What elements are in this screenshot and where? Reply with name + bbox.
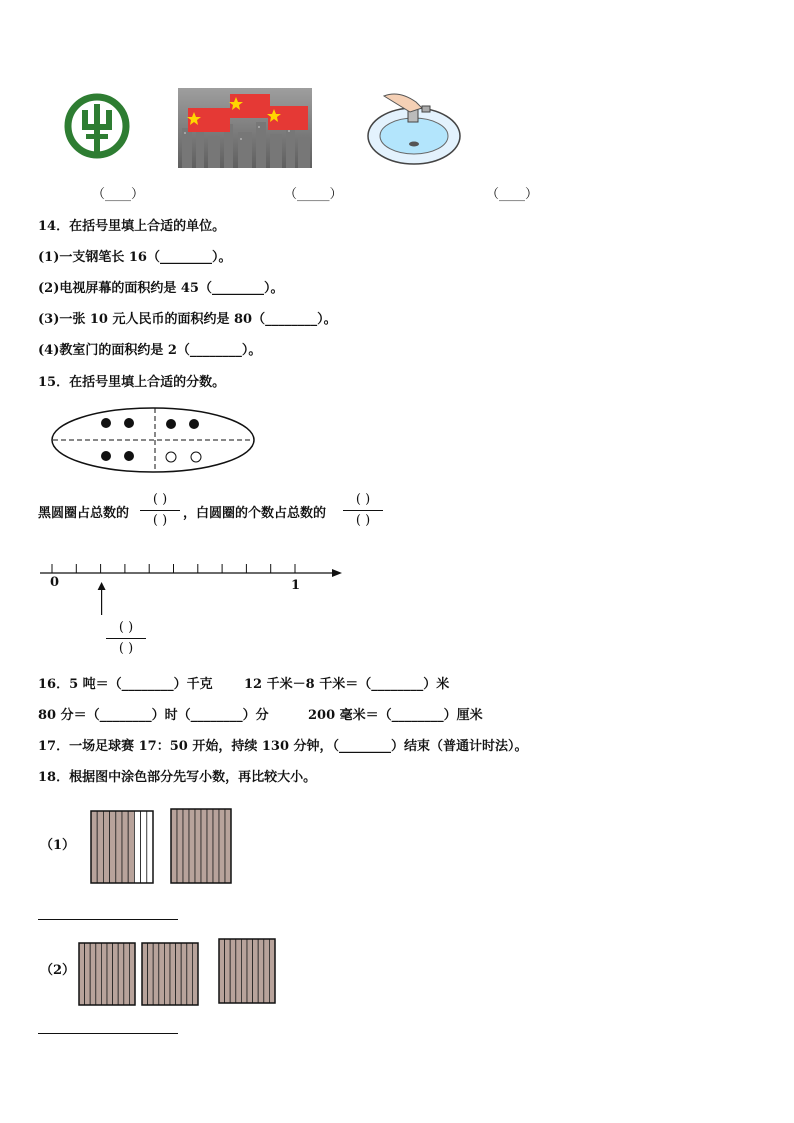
shaded-column bbox=[213, 809, 219, 883]
q14-item-1[interactable]: (1)一支钢笔长 16（________）。 bbox=[38, 250, 232, 265]
shaded-column bbox=[148, 943, 154, 1005]
q14-item-3[interactable]: (3)一张 10 元人民币的面积约是 80（________）。 bbox=[38, 312, 337, 327]
shaded-column bbox=[171, 809, 177, 883]
q16-line2-b[interactable]: 200 毫米＝（________）厘米 bbox=[308, 708, 483, 723]
white-dot bbox=[166, 452, 176, 462]
image2-answer-blank[interactable]: （_____） bbox=[284, 187, 343, 202]
q16-line1-b[interactable]: 12 千米－8 千米＝（________）米 bbox=[244, 677, 450, 692]
q16-line2-a[interactable]: 80 分＝（________）时（________）分 bbox=[38, 708, 269, 723]
shaded-column bbox=[219, 939, 225, 1003]
shaded-column bbox=[219, 809, 225, 883]
shaded-column bbox=[97, 811, 103, 883]
q15-sentence-part1: 黑圆圈占总数的 bbox=[38, 506, 130, 521]
shaded-column bbox=[189, 809, 195, 883]
shaded-column bbox=[79, 943, 85, 1005]
shaded-column bbox=[207, 809, 213, 883]
fraction-blank-black[interactable] bbox=[138, 492, 182, 529]
shaded-column bbox=[96, 943, 102, 1005]
shaded-column bbox=[118, 943, 124, 1005]
q18-title: 18．根据图中涂色部分先写小数，再比较大小。 bbox=[38, 770, 317, 785]
shaded-column bbox=[241, 939, 247, 1003]
shaded-column bbox=[107, 943, 113, 1005]
shaded-column bbox=[170, 943, 176, 1005]
fraction-denominator[interactable]: ( ) bbox=[355, 513, 371, 528]
fraction-bar bbox=[106, 638, 146, 639]
dot-oval-figure bbox=[50, 405, 260, 475]
shaded-column bbox=[225, 939, 231, 1003]
shaded-column bbox=[187, 943, 193, 1005]
fraction-bar bbox=[343, 510, 383, 511]
shaded-column bbox=[153, 943, 159, 1005]
decimal-grid bbox=[141, 942, 199, 1006]
shaded-column bbox=[142, 943, 148, 1005]
fraction-numerator[interactable]: ( ) bbox=[118, 620, 134, 635]
shaded-column bbox=[116, 811, 122, 883]
decimal-grid bbox=[170, 808, 232, 884]
q14-item-4[interactable]: (4)教室门的面积约是 2（________）。 bbox=[38, 343, 262, 358]
shaded-column bbox=[113, 943, 119, 1005]
shaded-column bbox=[122, 811, 128, 883]
unshaded-column bbox=[141, 811, 147, 883]
shaded-column bbox=[177, 809, 183, 883]
black-dot bbox=[124, 451, 134, 461]
black-dot bbox=[101, 451, 111, 461]
shaded-column bbox=[124, 943, 130, 1005]
black-dot bbox=[166, 419, 176, 429]
shaded-column bbox=[183, 809, 189, 883]
shaded-column bbox=[164, 943, 170, 1005]
image1-answer-blank[interactable]: （____） bbox=[92, 187, 145, 202]
black-dot bbox=[124, 418, 134, 428]
agricultural-bank-logo bbox=[64, 88, 130, 160]
city-flags-image bbox=[178, 88, 312, 168]
shaded-column bbox=[253, 939, 259, 1003]
shaded-column bbox=[85, 943, 91, 1005]
fraction-denominator[interactable]: ( ) bbox=[152, 513, 168, 528]
decimal-grid bbox=[78, 942, 136, 1006]
pointer-arrow-head bbox=[98, 582, 106, 590]
q15-title: 15．在括号里填上合适的分数。 bbox=[38, 375, 226, 390]
shaded-column bbox=[264, 939, 270, 1003]
shaded-column bbox=[91, 811, 97, 883]
q18-part1-label: （1） bbox=[40, 838, 76, 853]
shaded-column bbox=[176, 943, 182, 1005]
q16-line1-a[interactable]: 16．5 吨＝（________）千克 bbox=[38, 677, 213, 692]
q17-text[interactable]: 17．一场足球赛 17：50 开始，持续 130 分钟，（________）结束（普通计时法）。 bbox=[38, 739, 528, 754]
shaded-column bbox=[101, 943, 107, 1005]
number-line-label-1: 1 bbox=[291, 578, 301, 593]
shaded-column bbox=[110, 811, 116, 883]
unshaded-column bbox=[147, 811, 153, 883]
q14-title: 14．在括号里填上合适的单位。 bbox=[38, 219, 226, 234]
fraction-bar bbox=[140, 510, 180, 511]
decimal-grid bbox=[90, 810, 154, 884]
shaded-column bbox=[103, 811, 109, 883]
image3-answer-blank[interactable]: （____） bbox=[486, 187, 539, 202]
number-line-arrowhead bbox=[332, 569, 342, 577]
shaded-column bbox=[129, 943, 135, 1005]
decimal-grid bbox=[218, 938, 276, 1004]
shaded-column bbox=[90, 943, 96, 1005]
number-line bbox=[40, 555, 360, 625]
shaded-column bbox=[128, 811, 134, 883]
washbasin-image bbox=[344, 86, 462, 172]
black-dot bbox=[189, 419, 199, 429]
fraction-numerator[interactable]: ( ) bbox=[355, 492, 371, 507]
shaded-column bbox=[258, 939, 264, 1003]
shaded-column bbox=[192, 943, 198, 1005]
fraction-blank-white[interactable] bbox=[341, 492, 385, 529]
shaded-column bbox=[201, 809, 207, 883]
unshaded-column bbox=[134, 811, 140, 883]
fraction-numerator[interactable]: ( ) bbox=[152, 492, 168, 507]
fraction-blank-numberline[interactable] bbox=[104, 620, 148, 657]
shaded-column bbox=[236, 939, 242, 1003]
shaded-column bbox=[230, 939, 236, 1003]
number-line-label-0: 0 bbox=[50, 575, 60, 590]
shaded-column bbox=[159, 943, 165, 1005]
q14-item-2[interactable]: (2)电视屏幕的面积约是 45（________）。 bbox=[38, 281, 284, 296]
q15-sentence-part2: ，白圆圈的个数占总数的 bbox=[183, 506, 327, 521]
shaded-column bbox=[247, 939, 253, 1003]
black-dot bbox=[101, 418, 111, 428]
fraction-denominator[interactable]: ( ) bbox=[118, 641, 134, 656]
shaded-column bbox=[225, 809, 231, 883]
shaded-column bbox=[269, 939, 275, 1003]
white-dot bbox=[191, 452, 201, 462]
q18-part2-label: （2） bbox=[40, 963, 76, 978]
answer-line-1[interactable] bbox=[38, 919, 178, 920]
shaded-column bbox=[195, 809, 201, 883]
shaded-column bbox=[181, 943, 187, 1005]
answer-line-2[interactable] bbox=[38, 1033, 178, 1034]
